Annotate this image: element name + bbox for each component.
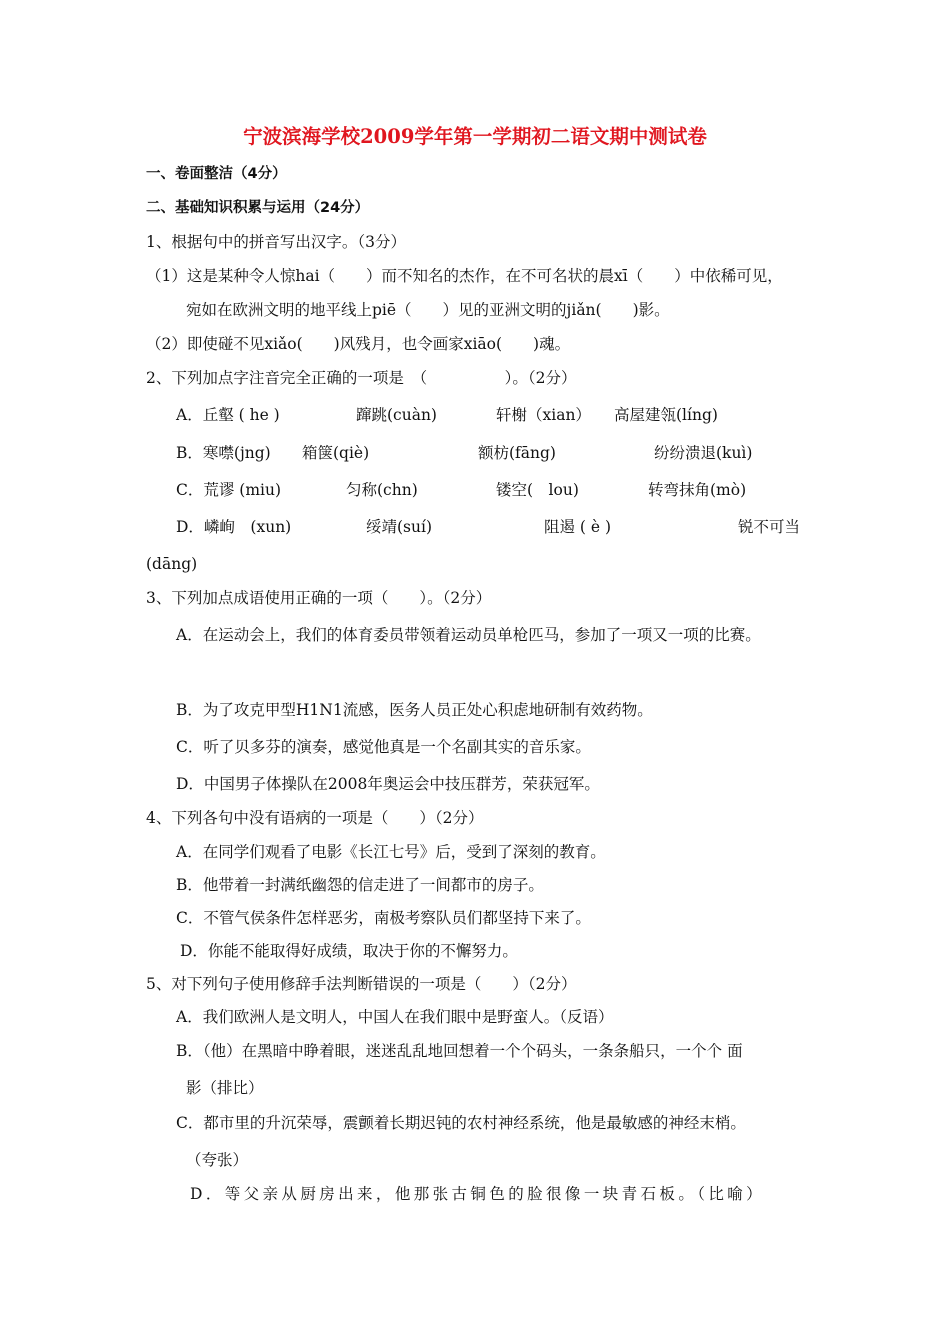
q2-option-a1: A．丘壑 ( he ) [176,406,280,424]
exam-title: 宁波滨海学校2009学年第一学期初二语文期中测试卷 [243,125,707,148]
q1-stem: 1、根据句中的拼音写出汉字。（3分） [146,233,406,251]
q4-option-d: D．你能不能取得好成绩，取决于你的不懈努力。 [180,942,518,960]
q2-option-b2: 箱箧(qiè) [302,444,370,462]
q3-option-d: D．中国男子体操队在2008年奥运会中技压群芳，荣获冠军。 [176,775,600,793]
q4-option-c: C．不管气侯条件怎样恶劣，南极考察队员们都坚持下来了。 [176,909,591,927]
q2-stem: 2、下列加点字注音完全正确的一项是 （ ）。（2分） [146,369,577,387]
q4-option-a: A．在同学们观看了电影《长江七号》后，受到了深刻的教育。 [176,843,606,861]
q4-option-b: B．他带着一封满纸幽怨的信走进了一间都市的房子。 [176,876,544,894]
q5-option-c-line-2: （夸张） [186,1151,249,1169]
q5-option-c-line-1: C．都市里的升沉荣辱，震颤着长期迟钝的农村神经系统，他是最敏感的神经末梢。 [176,1114,746,1132]
q2-option-c3: 镂空( lou) [496,481,579,499]
q4-stem: 4、下列各句中没有语病的一项是（ ）（2分） [146,809,484,827]
q2-option-c4: 转弯抹角(mò) [648,481,747,499]
q3-option-a: A．在运动会上，我们的体育委员带领着运动员单枪匹马，参加了一项又一项的比赛。 [176,626,761,644]
q2-option-d2: 绥靖(suí) [366,518,432,536]
q3-option-b: B．为了攻克甲型H1N1流感，医务人员正处心积虑地研制有效药物。 [176,701,653,719]
q1-line-1: （1）这是某种令人惊hai（ ）而不知名的杰作，在不可名状的晨xī（ ）中依稀可见， [146,267,783,285]
q5-option-b-line-1: B．（他）在黑暗中睁着眼，迷迷乱乱地回想着一个个码头，一条条船只，一个个 面 [176,1042,743,1060]
q5-option-b-line-2: 影（排比） [186,1079,264,1097]
q2-option-d3: 阻遏 ( è ) [544,518,612,536]
q2-option-c2: 匀称(chn) [346,481,418,499]
q5-option-d: D．等父亲从厨房出来，他那张古铜色的脸很像一块青石板。（比喻） [190,1185,766,1203]
q5-option-a: A．我们欧洲人是文明人，中国人在我们眼中是野蛮人。（反语） [176,1008,614,1026]
q1-line-3: （2）即使碰不见xiǎo( )风残月，也令画家xiāo( )魂。 [146,335,571,353]
q3-option-c: C．听了贝多芬的演奏，感觉他真是一个名副其实的音乐家。 [176,738,591,756]
q2-option-a3: 轩榭（xian） [496,406,591,424]
q3-stem: 3、下列加点成语使用正确的一项（ ）。（2分） [146,589,492,607]
q2-option-a2: 蹿跳(cuàn) [356,406,437,424]
q1-line-2: 宛如在欧洲文明的地平线上piē（ ）见的亚洲文明的jiǎn( )影。 [186,301,670,319]
q2-option-b4: 纷纷溃退(kuì) [654,444,753,462]
section-2-heading: 二、基础知识积累与运用（24分） [146,200,370,216]
q2-option-c1: C．荒谬 (miu) [176,481,282,499]
q2-option-d4: 锐不可当 [738,518,801,536]
q2-option-d1: D．嶙峋 (xun) [176,518,292,536]
section-1-heading: 一、卷面整洁（4分） [146,166,287,182]
q2-option-b1: B．寒噤(jng) [176,444,271,462]
q2-option-b3: 额枋(fāng) [478,444,556,462]
q2-option-a4: 高屋建瓴(líng) [614,406,718,424]
q2-option-d4-pinyin: (dāng) [146,555,198,573]
q5-stem: 5、对下列句子使用修辞手法判断错误的一项是（ ）（2分） [146,975,577,993]
